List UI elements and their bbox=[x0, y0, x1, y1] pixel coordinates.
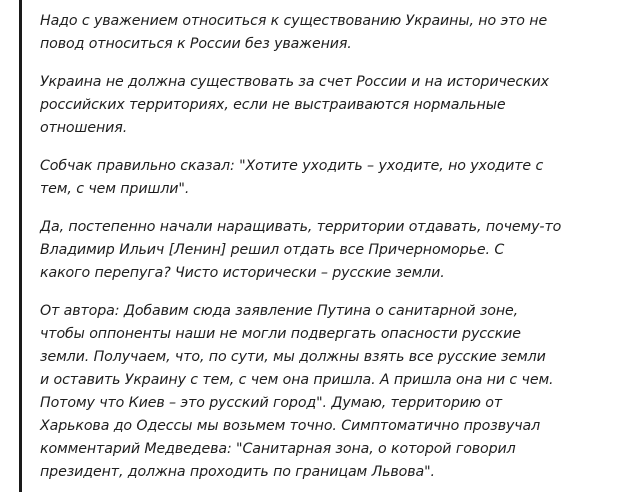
text-line: Украина не должна существовать за счет России и на исторических bbox=[40, 74, 549, 90]
text-line: президент, должна проходить по границам Львова". bbox=[40, 464, 435, 480]
blockquote bbox=[19, 0, 609, 492]
quote-paragraph-2 bbox=[40, 71, 609, 140]
quote-paragraph-5 bbox=[40, 300, 609, 484]
text-line: комментарий Медведева: "Санитарная зона, о которой говорил bbox=[40, 441, 516, 457]
text-line: отношения. bbox=[40, 120, 128, 136]
text-line: российских территориях, если не выстраиваются нормальные bbox=[40, 97, 506, 113]
text-line: и оставить Украину с тем, с чем она пришла. А пришла она ни с чем. bbox=[40, 372, 554, 388]
quote-paragraph-3 bbox=[40, 155, 609, 201]
quote-paragraph-1 bbox=[40, 10, 609, 56]
quote-paragraph-4 bbox=[40, 216, 609, 285]
text-line: Надо с уважением относиться к существованию Украины, но это не bbox=[40, 13, 548, 29]
text-line: Владимир Ильич [Ленин] решил отдать все Причерноморье. С bbox=[40, 242, 505, 258]
text-line: повод относиться к России без уважения. bbox=[40, 36, 352, 52]
text-line: тем, с чем пришли". bbox=[40, 181, 190, 197]
text-line: земли. Получаем, что, по сути, мы должны взять все русские земли bbox=[40, 349, 546, 365]
text-line: чтобы оппоненты наши не могли подвергать опасности русские bbox=[40, 326, 521, 342]
text-line: Харькова до Одессы мы возьмем точно. Симптоматично прозвучал bbox=[40, 418, 541, 434]
text-line: Потому что Киев – это русский город". Думаю, территорию от bbox=[40, 395, 503, 411]
text-line: Да, постепенно начали наращивать, территории отдавать, почему-то bbox=[40, 219, 562, 235]
text-line: Собчак правильно сказал: "Хотите уходить – уходите, но уходите с bbox=[40, 158, 544, 174]
text-line: От автора: Добавим сюда заявление Путина о санитарной зоне, bbox=[40, 303, 519, 319]
text-line: какого перепуга? Чисто исторически – русские земли. bbox=[40, 265, 445, 281]
